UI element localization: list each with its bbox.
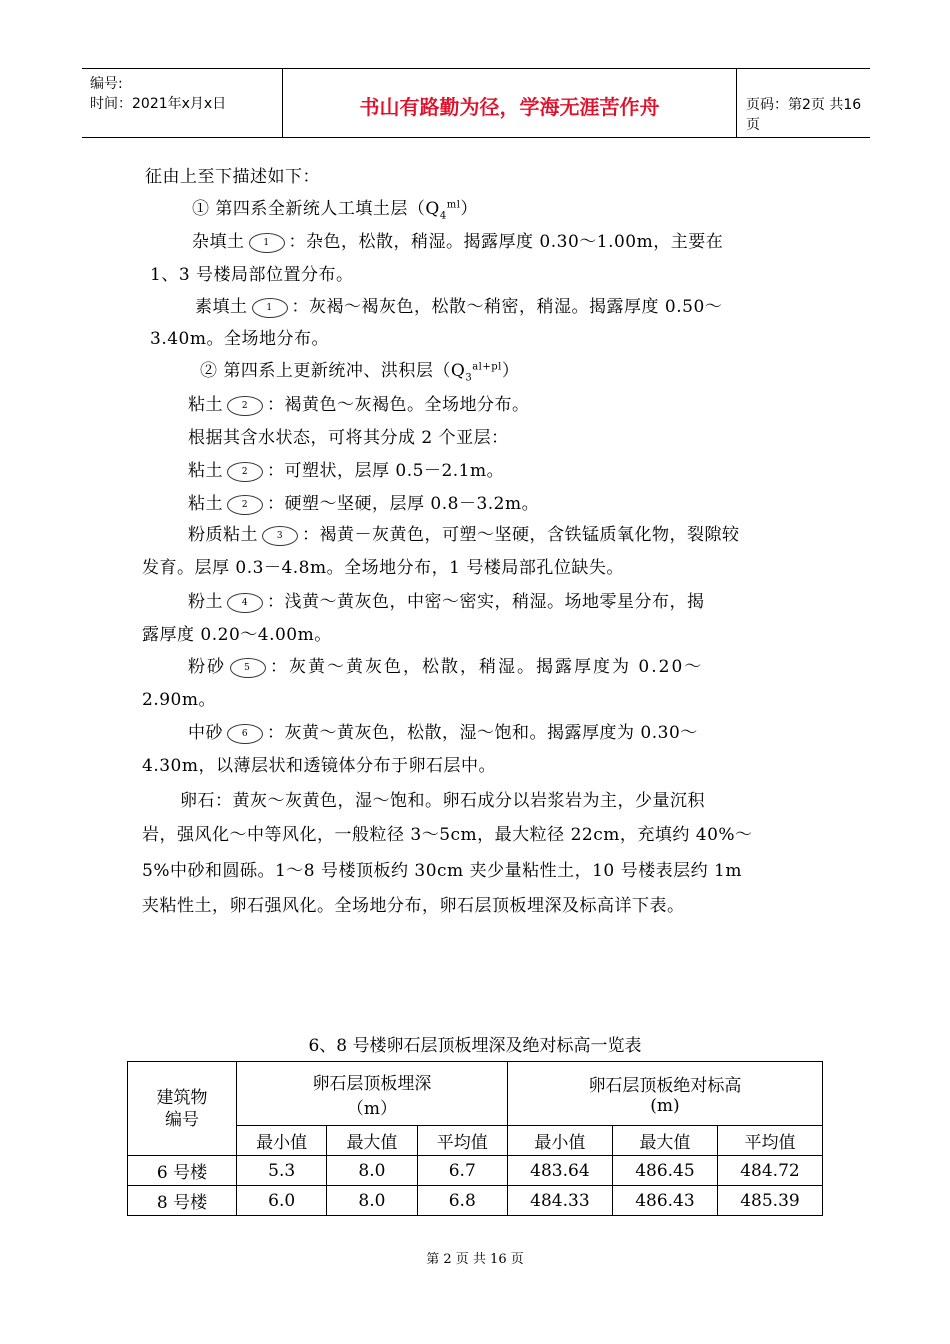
- text: 根据其含水状态，可将其分成 2 个亚层：: [188, 428, 509, 448]
- text: ：灰褐～褐灰色，松散～稍密，稍湿。揭露厚度 0.50～: [291, 297, 723, 317]
- table-row: [128, 1186, 823, 1216]
- table-cell: 6.7: [417, 1156, 507, 1186]
- number-label: 编号:: [90, 76, 123, 92]
- paragraph: [188, 520, 740, 546]
- paragraph: [142, 685, 216, 710]
- text: ）: [501, 361, 520, 381]
- table-cell: 483.64: [507, 1156, 612, 1186]
- paragraph: [142, 856, 742, 881]
- motto: 书山有路勤为径，学海无涯苦作舟: [359, 95, 660, 119]
- paragraph: [188, 718, 698, 744]
- subscript: 4: [439, 210, 447, 222]
- text: 2.90m。: [142, 690, 216, 710]
- subheader-cell: 最大值: [327, 1126, 417, 1156]
- text: ：可塑状，层厚 0.5－2.1m。: [267, 461, 505, 481]
- header-unit: （m）: [346, 1098, 397, 1119]
- table-cell: 486.43: [612, 1186, 717, 1216]
- table-cell: 484.72: [717, 1156, 822, 1186]
- text: 粉质粘土: [188, 525, 258, 545]
- paragraph: [142, 820, 753, 845]
- layer-marker-icon: 2: [227, 462, 263, 482]
- superscript: ml: [446, 199, 461, 211]
- text: 粉土: [188, 592, 223, 612]
- data-table: [127, 1061, 823, 1216]
- paragraph: [142, 751, 496, 776]
- text: 4.30m，以薄层状和透镜体分布于卵石层中。: [142, 756, 496, 776]
- paragraph: [188, 489, 539, 515]
- table-cell: 8 号楼: [128, 1186, 237, 1216]
- header-elevation: [507, 1062, 822, 1126]
- superscript: al+pl: [472, 361, 502, 373]
- table-cell: 6.8: [417, 1186, 507, 1216]
- header-unit: (m): [650, 1096, 680, 1116]
- header-motto-cell: [282, 69, 737, 137]
- text: 中砂: [188, 723, 223, 743]
- text: 露厚度 0.20～4.00m。: [142, 625, 332, 645]
- text: 粘土: [188, 461, 223, 481]
- paragraph: [188, 652, 703, 678]
- paragraph: [142, 620, 332, 645]
- text: ：灰黄～黄灰色，松散，湿～饱和。揭露厚度为 0.30～: [267, 723, 698, 743]
- text: 岩，强风化～中等风化，一般粒径 3～5cm，最大粒径 22cm，充填约 40%～: [142, 825, 753, 845]
- layer-marker-icon: 3: [262, 526, 298, 546]
- layer-marker-icon: 1: [252, 298, 288, 318]
- text: 5%中砂和圆砾。1～8 号楼顶板约 30cm 夹少量粘性土，10 号楼表层约 1m: [142, 861, 742, 881]
- header-text: 建筑物编号: [156, 1087, 208, 1130]
- page-footer: 第 2 页 共 16 页: [426, 1252, 524, 1267]
- header-page-cell: [736, 69, 870, 137]
- table-title: 6、8 号楼卵石层顶板埋深及绝对标高一览表: [308, 1036, 642, 1056]
- subscript: 3: [465, 372, 473, 384]
- subheader-cell: 最小值: [507, 1126, 612, 1156]
- paragraph: [188, 390, 530, 416]
- text: ① 第四系全新统人工填土层（Q: [192, 199, 440, 219]
- table-cell: 5.3: [237, 1156, 327, 1186]
- layer-marker-icon: 6: [227, 724, 263, 744]
- table-cell: 6.0: [237, 1186, 327, 1216]
- text: 素填土: [195, 297, 248, 317]
- text: ：灰黄～黄灰色，松散，稍湿。揭露厚度为 0.20～: [270, 657, 704, 677]
- text: ）: [460, 199, 478, 219]
- layer-marker-icon: 1: [249, 233, 285, 253]
- text: 粉砂: [188, 657, 226, 677]
- subheader-cell: 最小值: [237, 1126, 327, 1156]
- text: ：杂色，松散，稍湿。揭露厚度 0.30～1.00m，主要在: [288, 232, 724, 252]
- table-cell: 485.39: [717, 1186, 822, 1216]
- header-depth: [237, 1062, 508, 1126]
- text: 卵石：黄灰～灰黄色，湿～饱和。卵石成分以岩浆岩为主，少量沉积: [180, 791, 705, 811]
- header-building: [128, 1062, 237, 1156]
- table-cell: 8.0: [327, 1156, 417, 1186]
- paragraph: [142, 553, 624, 578]
- time-label: 时间：2021年x月x日: [90, 96, 227, 112]
- paragraph: [188, 423, 509, 448]
- header-meta: [82, 69, 282, 137]
- text: ：硬塑～坚硬，层厚 0.8－3.2m。: [267, 494, 540, 514]
- text: 杂填土: [192, 232, 245, 252]
- text: 夹粘性土，卵石强风化。全场地分布，卵石层顶板埋深及标高详下表。: [142, 896, 685, 916]
- header-text: 卵石层顶板埋深: [312, 1073, 432, 1094]
- paragraph: [142, 891, 685, 916]
- table-header-row: [128, 1062, 823, 1126]
- paragraph: [192, 194, 478, 221]
- text: 粘土: [188, 395, 223, 415]
- table-cell: 6 号楼: [128, 1156, 237, 1186]
- page-info: 页码：第2页 共16页: [746, 97, 862, 133]
- header-text: 卵石层顶板绝对标高: [588, 1076, 742, 1096]
- layer-marker-icon: 2: [227, 396, 263, 416]
- paragraph: [150, 324, 329, 349]
- paragraph: [145, 162, 320, 187]
- layer-marker-icon: 5: [230, 658, 266, 678]
- paragraph: [180, 786, 705, 811]
- table-cell: 486.45: [612, 1156, 717, 1186]
- paragraph: [195, 292, 722, 318]
- paragraph: [188, 456, 504, 482]
- paragraph: [200, 356, 519, 383]
- paragraph: [188, 587, 705, 613]
- paragraph: [192, 227, 723, 253]
- layer-marker-icon: 2: [227, 495, 263, 515]
- text: 粘土: [188, 494, 223, 514]
- table-row: [128, 1156, 823, 1186]
- text: ② 第四系上更新统冲、洪积层（Q: [200, 361, 466, 381]
- layer-marker-icon: 4: [227, 593, 263, 613]
- text: 1、3 号楼局部位置分布。: [150, 265, 354, 285]
- text: 征由上至下描述如下：: [145, 167, 320, 187]
- subheader-cell: 平均值: [717, 1126, 822, 1156]
- text: ：浅黄～黄灰色，中密～密实，稍湿。场地零星分布，揭: [267, 592, 705, 612]
- subheader-cell: 平均值: [417, 1126, 507, 1156]
- text: 3.40m。全场地分布。: [150, 329, 329, 349]
- paragraph: [150, 260, 354, 285]
- text: 发育。层厚 0.3－4.8m。全场地分布，1 号楼局部孔位缺失。: [142, 558, 624, 578]
- table-cell: 484.33: [507, 1186, 612, 1216]
- text: ：褐黄－灰黄色，可塑～坚硬，含铁锰质氧化物，裂隙较: [302, 525, 740, 545]
- subheader-cell: 最大值: [612, 1126, 717, 1156]
- page-header: [82, 68, 870, 138]
- table-cell: 8.0: [327, 1186, 417, 1216]
- text: ：褐黄色～灰褐色。全场地分布。: [267, 395, 530, 415]
